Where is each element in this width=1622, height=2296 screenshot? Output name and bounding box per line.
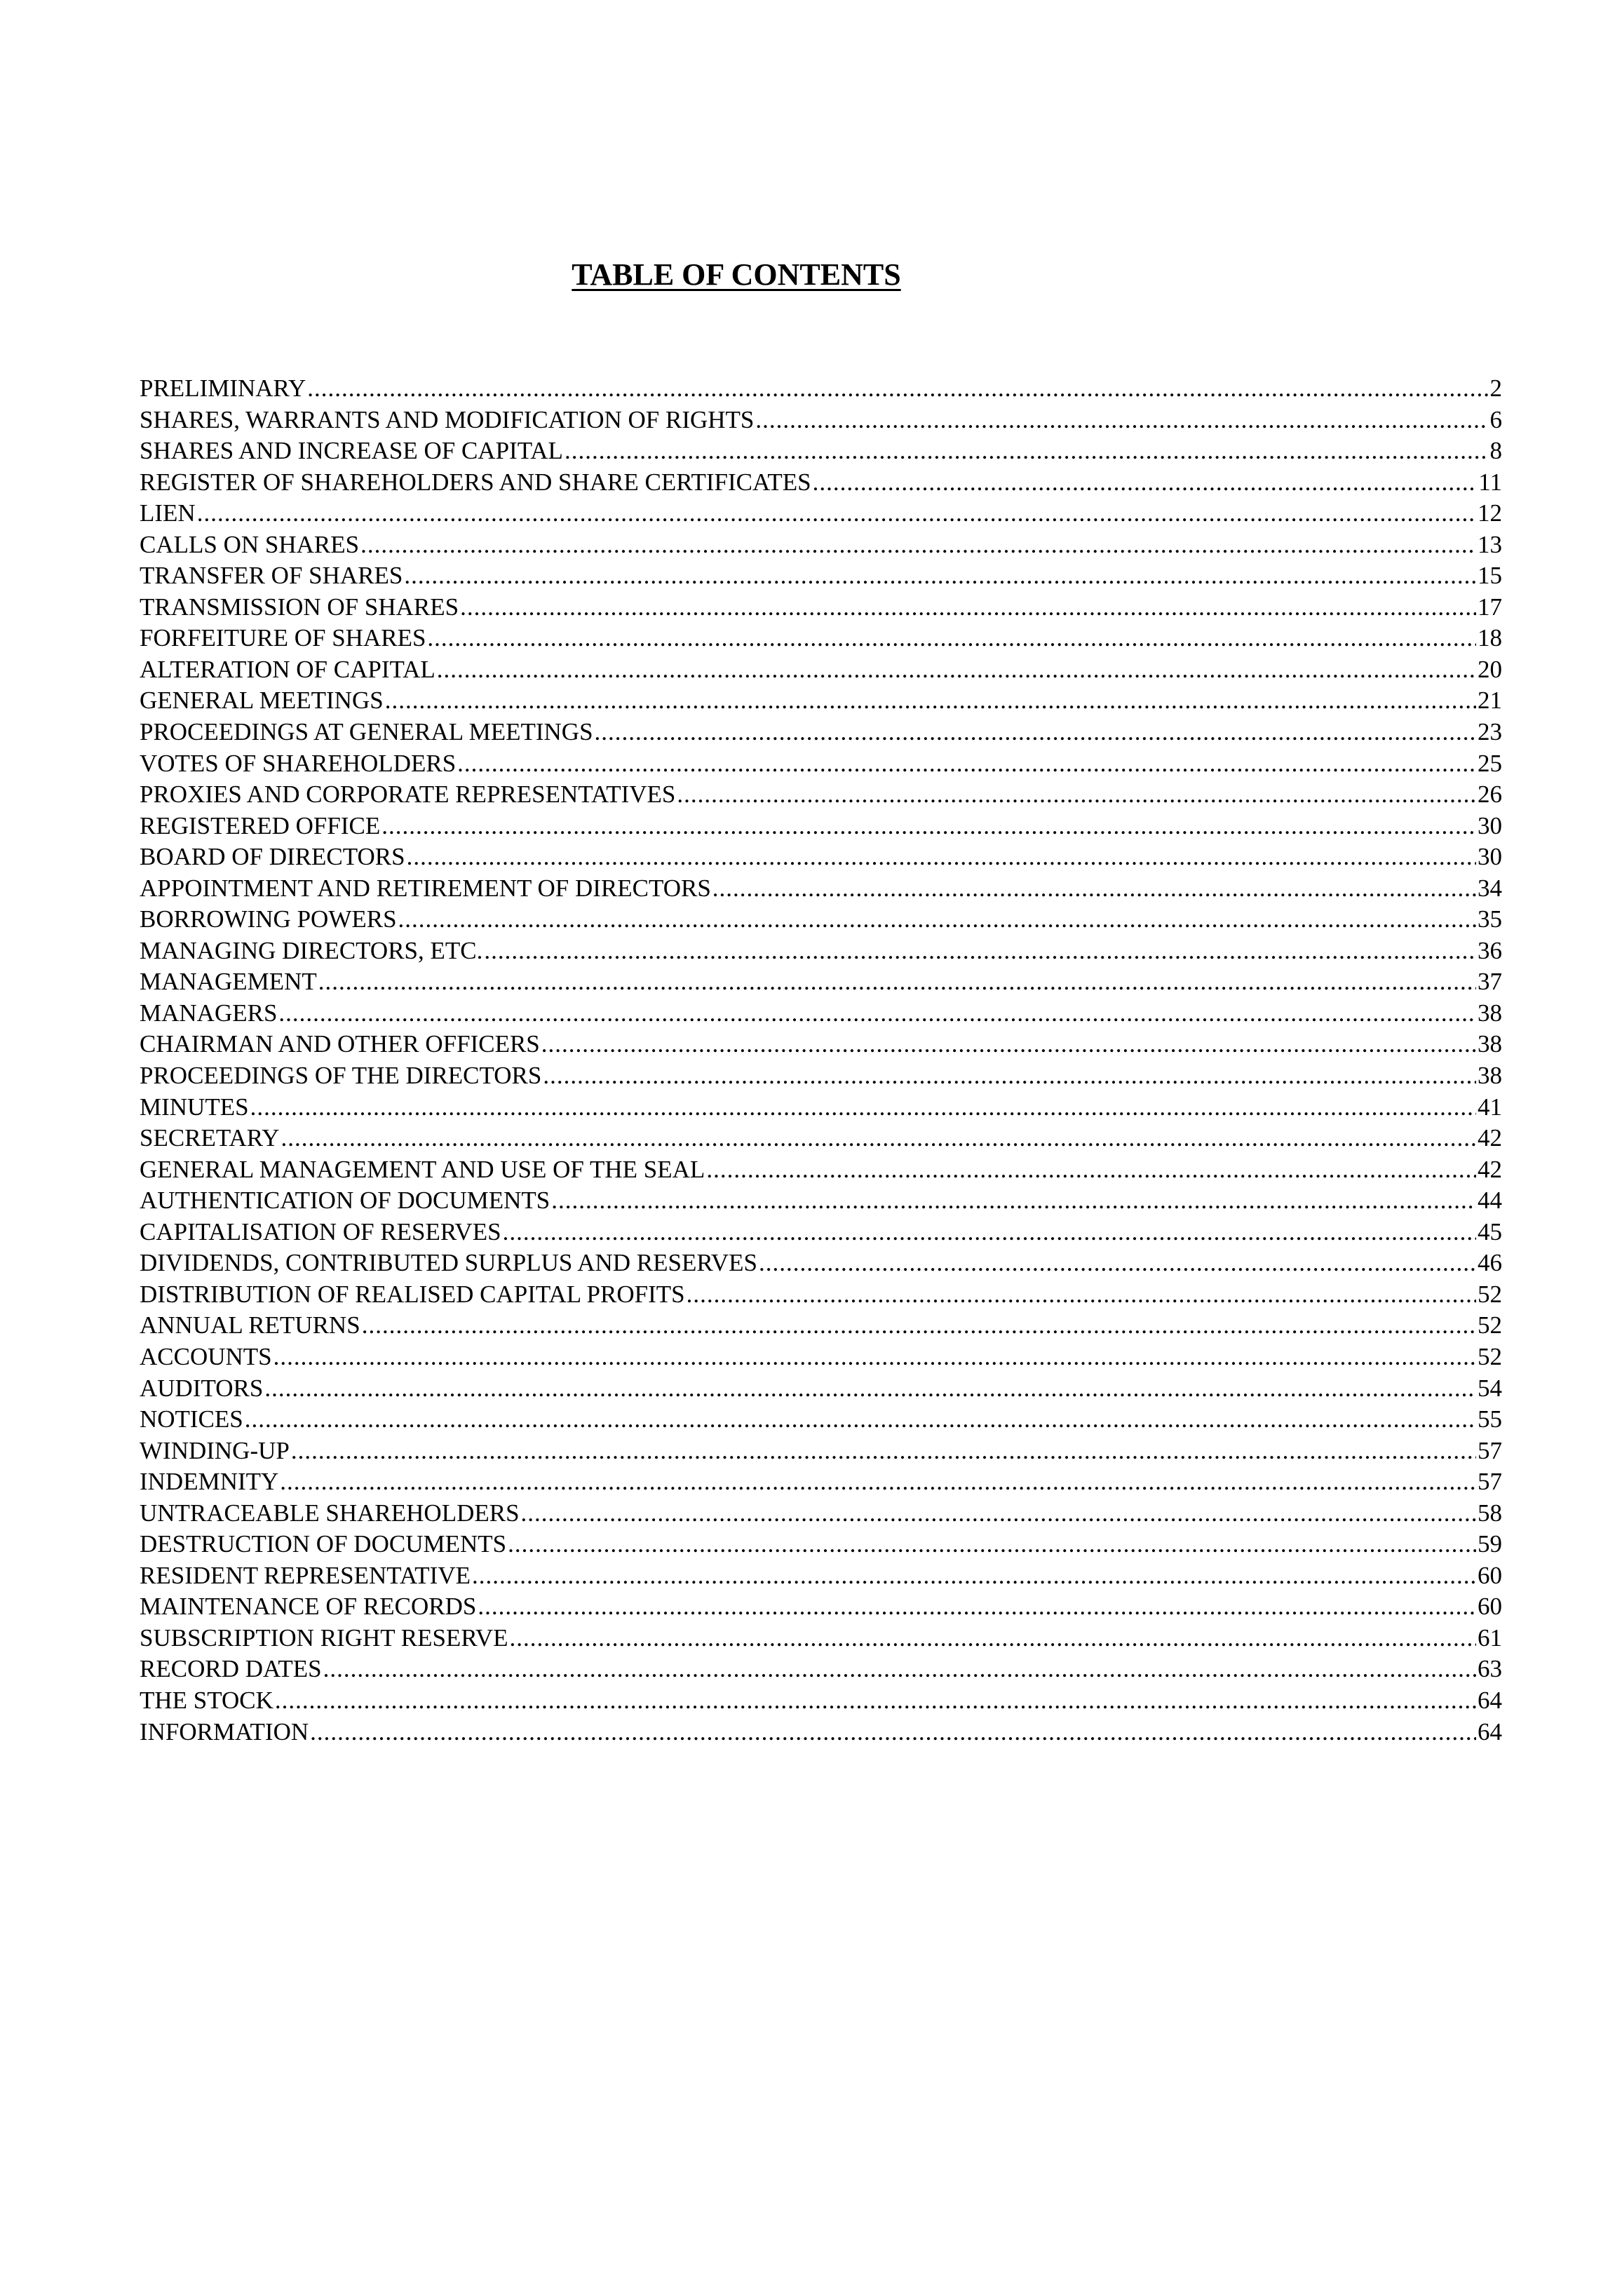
- toc-entry-label: BORROWING POWERS: [140, 905, 397, 933]
- toc-dot-leader: [381, 811, 1476, 842]
- toc-entry-page-number: 59: [1478, 1530, 1502, 1558]
- toc-entry-page-number: 35: [1478, 905, 1502, 933]
- toc-entry-label: PROXIES AND CORPORATE REPRESENTATIVES: [140, 781, 676, 809]
- toc-dot-leader: [245, 1404, 1476, 1436]
- toc-dot-leader: [484, 936, 1476, 967]
- toc-entry-label: SHARES AND INCREASE OF CAPITAL: [140, 437, 563, 465]
- toc-entry-page-number: 61: [1478, 1623, 1502, 1652]
- toc-entry[interactable]: [140, 748, 1502, 780]
- toc-entry-page-number: 26: [1478, 781, 1502, 809]
- toc-entry-page-number: 45: [1478, 1217, 1502, 1245]
- toc-entry[interactable]: [140, 405, 1502, 436]
- toc-dot-leader: [503, 1217, 1476, 1248]
- toc-entry-label: CHAIRMAN AND OTHER OFFICERS: [140, 1030, 540, 1058]
- toc-entry-label: MANAGEMENT: [140, 968, 317, 996]
- toc-dot-leader: [275, 1685, 1476, 1717]
- toc-entry[interactable]: [140, 1123, 1502, 1154]
- page-title-text: TABLE OF CONTENTS: [572, 257, 901, 292]
- toc-entry-page-number: 17: [1478, 593, 1502, 621]
- toc-entry-label: BOARD OF DIRECTORS: [140, 843, 405, 871]
- toc-entry[interactable]: [140, 1029, 1502, 1060]
- toc-entry-label: CAPITALISATION OF RESERVES: [140, 1217, 501, 1245]
- toc-entry-page-number: 30: [1478, 843, 1502, 871]
- toc-entry-label: INDEMNITY: [140, 1468, 279, 1496]
- toc-dot-leader: [508, 1529, 1476, 1560]
- toc-entry[interactable]: [140, 936, 1502, 967]
- toc-entry-page-number: 57: [1478, 1468, 1502, 1496]
- toc-dot-leader: [360, 529, 1476, 561]
- toc-entry-page-number: 42: [1478, 1124, 1502, 1152]
- toc-entry-label: MINUTES: [140, 1093, 249, 1121]
- toc-entry-label: NOTICES: [140, 1405, 243, 1433]
- toc-entry-label: THE STOCK: [140, 1686, 273, 1714]
- toc-entry[interactable]: [140, 1092, 1502, 1123]
- toc-entry-page-number: 34: [1478, 874, 1502, 902]
- toc-dot-leader: [404, 560, 1476, 592]
- toc-entry-label: TRANSMISSION OF SHARES: [140, 593, 459, 621]
- toc-entry-label: PROCEEDINGS AT GENERAL MEETINGS: [140, 718, 593, 746]
- toc-entry[interactable]: [140, 1466, 1502, 1498]
- toc-dot-leader: [362, 1310, 1476, 1342]
- toc-dot-leader: [323, 1654, 1476, 1685]
- toc-entry[interactable]: [140, 1717, 1502, 1748]
- toc-entry-label: VOTES OF SHAREHOLDERS: [140, 749, 457, 777]
- toc-entry-label: ALTERATION OF CAPITAL: [140, 655, 435, 683]
- toc-entry-page-number: 13: [1478, 530, 1502, 558]
- toc-entry-label: LIEN: [140, 499, 196, 527]
- toc-entry[interactable]: [140, 685, 1502, 717]
- toc-entry[interactable]: [140, 1060, 1502, 1092]
- toc-dot-leader: [280, 1466, 1476, 1498]
- toc-entry[interactable]: [140, 654, 1502, 686]
- toc-entry-page-number: 2: [1489, 374, 1502, 402]
- toc-dot-leader: [318, 966, 1476, 998]
- toc-entry-label: FORFEITURE OF SHARES: [140, 624, 426, 652]
- toc-dot-leader: [472, 1560, 1476, 1592]
- toc-entry-page-number: 11: [1478, 468, 1502, 496]
- toc-entry-page-number: 58: [1478, 1499, 1502, 1527]
- toc-entry-page-number: 52: [1478, 1311, 1502, 1339]
- toc-dot-leader: [755, 405, 1488, 436]
- toc-entry-page-number: 20: [1478, 655, 1502, 683]
- toc-entry-page-number: 36: [1478, 936, 1502, 964]
- toc-entry[interactable]: [140, 373, 1502, 405]
- toc-entry-label: ACCOUNTS: [140, 1342, 272, 1370]
- toc-dot-leader: [281, 1123, 1476, 1154]
- toc-entry-page-number: 41: [1478, 1093, 1502, 1121]
- toc-entry[interactable]: [140, 560, 1502, 592]
- toc-entry-page-number: 18: [1478, 624, 1502, 652]
- toc-dot-leader: [437, 654, 1476, 686]
- toc-dot-leader: [398, 904, 1476, 936]
- toc-dot-leader: [478, 1591, 1476, 1623]
- toc-entry-page-number: 30: [1478, 811, 1502, 839]
- page-title: [0, 254, 1473, 296]
- toc-dot-leader: [460, 592, 1476, 623]
- toc-entry[interactable]: [140, 998, 1502, 1029]
- toc-dot-leader: [291, 1436, 1476, 1467]
- toc-dot-leader: [264, 1373, 1476, 1405]
- toc-entry[interactable]: [140, 1185, 1502, 1217]
- toc-entry[interactable]: [140, 842, 1502, 873]
- toc-entry-page-number: 52: [1478, 1280, 1502, 1308]
- toc-entry-page-number: 8: [1489, 437, 1502, 465]
- toc-entry-label: SECRETARY: [140, 1124, 280, 1152]
- toc-entry-label: PRELIMINARY: [140, 374, 306, 402]
- toc-entry[interactable]: [140, 717, 1502, 748]
- toc-dot-leader: [565, 435, 1489, 467]
- toc-entry[interactable]: [140, 1436, 1502, 1467]
- toc-entry-label: MANAGERS: [140, 999, 278, 1027]
- toc-entry-page-number: 38: [1478, 999, 1502, 1027]
- toc-dot-leader: [307, 373, 1488, 405]
- toc-entry-label: DIVIDENDS, CONTRIBUTED SURPLUS AND RESERVES: [140, 1249, 758, 1277]
- toc-dot-leader: [759, 1248, 1476, 1279]
- toc-dot-leader: [457, 748, 1476, 780]
- toc-entry-page-number: 38: [1478, 1062, 1502, 1090]
- toc-entry[interactable]: [140, 623, 1502, 654]
- toc-entry-page-number: 54: [1478, 1374, 1502, 1402]
- toc-entry-label: AUDITORS: [140, 1374, 264, 1402]
- toc-dot-leader: [278, 998, 1476, 1029]
- toc-entry-label: TRANSFER OF SHARES: [140, 562, 403, 590]
- toc-entry-page-number: 12: [1478, 499, 1502, 527]
- toc-entry[interactable]: [140, 467, 1502, 499]
- toc-entry[interactable]: [140, 1217, 1502, 1248]
- toc-dot-leader: [813, 467, 1478, 499]
- toc-entry-label: MAINTENANCE OF RECORDS: [140, 1593, 477, 1621]
- toc-dot-leader: [712, 873, 1476, 905]
- toc-dot-leader: [197, 498, 1476, 529]
- toc-entry[interactable]: [140, 1154, 1502, 1186]
- toc-entry-label: SUBSCRIPTION RIGHT RESERVE: [140, 1623, 508, 1652]
- toc-entry-label: DESTRUCTION OF DOCUMENTS: [140, 1530, 507, 1558]
- toc-entry[interactable]: [140, 873, 1502, 905]
- toc-entry[interactable]: [140, 1685, 1502, 1717]
- toc-entry-page-number: 44: [1478, 1187, 1502, 1215]
- toc-dot-leader: [706, 1154, 1476, 1186]
- toc-entry[interactable]: [140, 966, 1502, 998]
- toc-entry[interactable]: [140, 904, 1502, 936]
- toc-entry[interactable]: [140, 1623, 1502, 1654]
- toc-entry[interactable]: [140, 1654, 1502, 1685]
- toc-entry-page-number: 60: [1478, 1593, 1502, 1621]
- toc-entry[interactable]: [140, 1404, 1502, 1436]
- toc-dot-leader: [595, 717, 1476, 748]
- toc-entry[interactable]: [140, 529, 1502, 561]
- toc-list: [140, 373, 1502, 1748]
- toc-entry[interactable]: [140, 592, 1502, 623]
- toc-entry-label: REGISTER OF SHAREHOLDERS AND SHARE CERTIFICATES: [140, 468, 811, 496]
- toc-entry-label: WINDING-UP: [140, 1436, 290, 1464]
- toc-entry-page-number: 60: [1478, 1561, 1502, 1589]
- toc-dot-leader: [385, 685, 1476, 717]
- toc-entry-label: UNTRACEABLE SHAREHOLDERS: [140, 1499, 520, 1527]
- toc-dot-leader: [310, 1717, 1476, 1748]
- toc-entry[interactable]: [140, 435, 1502, 467]
- toc-entry[interactable]: [140, 1529, 1502, 1560]
- toc-entry-label: MANAGING DIRECTORS, ETC.: [140, 936, 483, 964]
- toc-entry-page-number: 37: [1478, 968, 1502, 996]
- toc-entry-page-number: 6: [1489, 405, 1502, 433]
- toc-dot-leader: [551, 1185, 1476, 1217]
- toc-entry-page-number: 46: [1478, 1249, 1502, 1277]
- toc-entry[interactable]: [140, 779, 1502, 811]
- toc-dot-leader: [677, 779, 1476, 811]
- toc-entry-page-number: 55: [1478, 1405, 1502, 1433]
- toc-entry[interactable]: [140, 1279, 1502, 1311]
- toc-entry-label: REGISTERED OFFICE: [140, 811, 381, 839]
- toc-dot-leader: [510, 1623, 1476, 1654]
- toc-entry[interactable]: [140, 1342, 1502, 1373]
- toc-entry-label: GENERAL MANAGEMENT AND USE OF THE SEAL: [140, 1155, 705, 1183]
- toc-entry-page-number: 23: [1478, 718, 1502, 746]
- toc-entry-label: CALLS ON SHARES: [140, 530, 360, 558]
- toc-entry-page-number: 15: [1478, 562, 1502, 590]
- toc-entry-page-number: 42: [1478, 1155, 1502, 1183]
- toc-entry[interactable]: [140, 1591, 1502, 1623]
- toc-entry-label: DISTRIBUTION OF REALISED CAPITAL PROFITS: [140, 1280, 685, 1308]
- toc-entry-page-number: 25: [1478, 749, 1502, 777]
- toc-entry-label: INFORMATION: [140, 1717, 309, 1745]
- toc-entry-page-number: 38: [1478, 1030, 1502, 1058]
- toc-dot-leader: [543, 1060, 1476, 1092]
- toc-entry-label: AUTHENTICATION OF DOCUMENTS: [140, 1187, 550, 1215]
- toc-entry-page-number: 64: [1478, 1717, 1502, 1745]
- toc-entry-label: RESIDENT REPRESENTATIVE: [140, 1561, 471, 1589]
- toc-entry[interactable]: [140, 1498, 1502, 1529]
- toc-dot-leader: [521, 1498, 1476, 1529]
- toc-entry[interactable]: [140, 1310, 1502, 1342]
- toc-entry-page-number: 57: [1478, 1436, 1502, 1464]
- toc-entry[interactable]: [140, 498, 1502, 529]
- toc-entry[interactable]: [140, 811, 1502, 842]
- toc-entry[interactable]: [140, 1248, 1502, 1279]
- toc-entry-page-number: 21: [1478, 687, 1502, 715]
- toc-entry-page-number: 64: [1478, 1686, 1502, 1714]
- toc-dot-leader: [687, 1279, 1476, 1311]
- toc-entry-label: GENERAL MEETINGS: [140, 687, 384, 715]
- toc-entry-label: SHARES, WARRANTS AND MODIFICATION OF RIGHTS: [140, 405, 755, 433]
- toc-entry[interactable]: [140, 1560, 1502, 1592]
- toc-dot-leader: [541, 1029, 1476, 1060]
- toc-entry-page-number: 63: [1478, 1655, 1502, 1683]
- toc-dot-leader: [250, 1092, 1476, 1123]
- toc-dot-leader: [273, 1342, 1476, 1373]
- toc-entry-label: PROCEEDINGS OF THE DIRECTORS: [140, 1062, 542, 1090]
- toc-entry-label: RECORD DATES: [140, 1655, 322, 1683]
- toc-entry-page-number: 52: [1478, 1342, 1502, 1370]
- toc-dot-leader: [427, 623, 1476, 654]
- toc-entry-label: ANNUAL RETURNS: [140, 1311, 360, 1339]
- toc-entry-label: APPOINTMENT AND RETIREMENT OF DIRECTORS: [140, 874, 711, 902]
- toc-entry[interactable]: [140, 1373, 1502, 1405]
- toc-dot-leader: [407, 842, 1476, 873]
